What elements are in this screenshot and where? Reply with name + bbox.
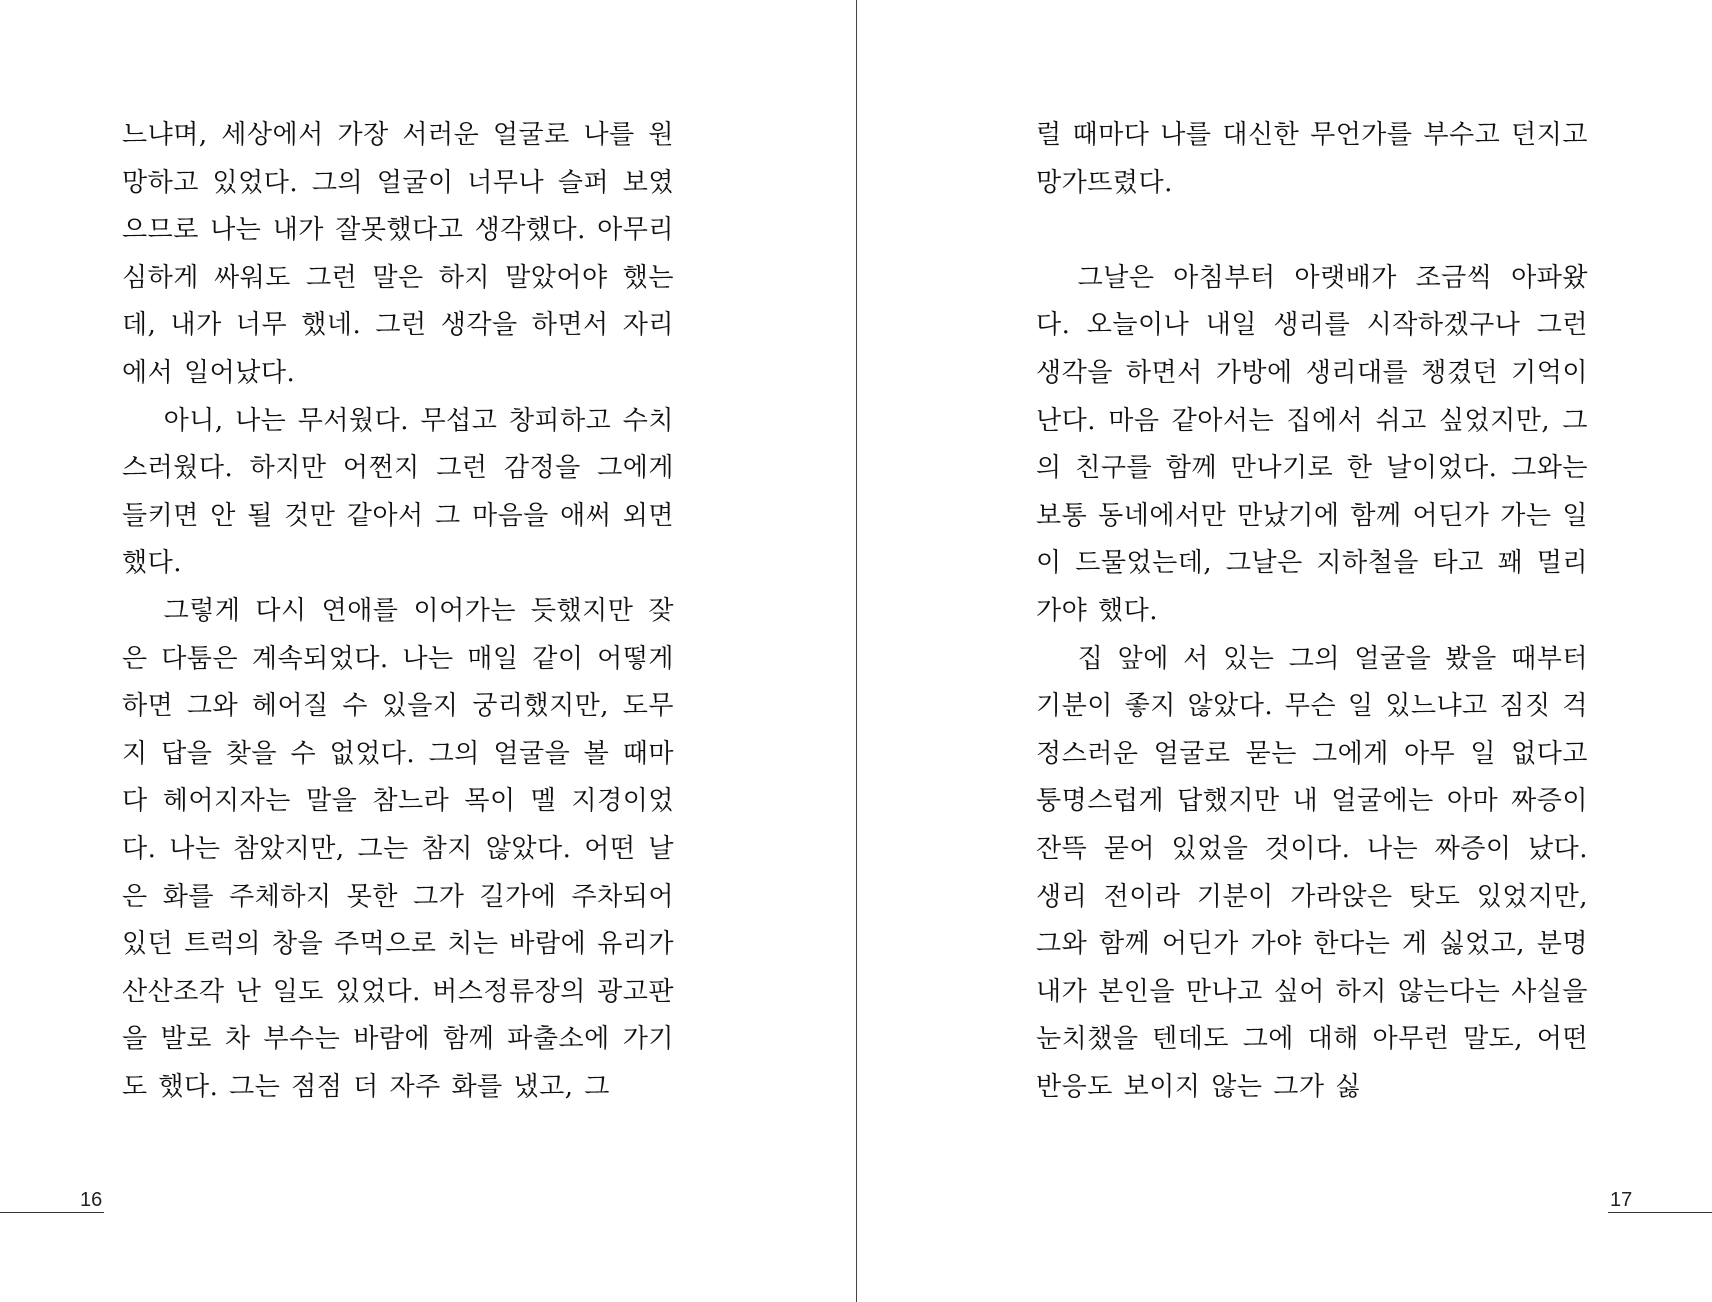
right-paragraph-2: 그날은 아침부터 아랫배가 조금씩 아파왔다. 오늘이나 내일 생리를 시작하겠구나 그런 생각을 하면서 가방에 생리대를 챙겼던 기억이 난다. 마음 같아서는 집에서 쉬고 싶었지만, 그의 친구를 함께 만나기로 한 날이었다. 그와는 보통 동네에서만 만났기에 함께 어딘가 가는 일이 드물었는데, 그날은 지하철을 타고 꽤 멀리 가야 했다. — [1036, 262, 1588, 626]
right-folio-rule — [1608, 1212, 1712, 1213]
left-page-text — [122, 112, 674, 1111]
left-paragraph-1: 느냐며, 세상에서 가장 서러운 얼굴로 나를 원망하고 있었다. 그의 얼굴이 너무나 슬퍼 보였으므로 나는 내가 잘못했다고 생각했다. 아무리 심하게 싸워도 그런 말은 하지 말았어야 했는데, 내가 너무 했네. 그런 생각을 하면서 자리에서 일어났다. — [122, 120, 674, 388]
right-page-number: 17 — [1610, 1189, 1633, 1211]
right-page-text — [1036, 112, 1588, 1111]
left-paragraph-3: 그렇게 다시 연애를 이어가는 듯했지만 잦은 다툼은 계속되었다. 나는 매일 같이 어떻게 하면 그와 헤어질 수 있을지 궁리했지만, 도무지 답을 찾을 수 없었다. 그의 얼굴을 볼 때마다 헤어지자는 말을 참느라 목이 멜 지경이었다. 나는 참았지만, 그는 참지 않았다. 어떤 날은 화를 주체하지 못한 그가 길가에 주차되어 있던 트럭의 창을 주먹으로 치는 바람에 유리가 산산조각 난 일도 있었다. 버스정류장의 광고판을 발로 차 부수는 바람에 함께 파출소에 가기도 했다. 그는 점점 더 자주 화를 냈고, 그 — [122, 595, 674, 1102]
left-paragraph-2: 아니, 나는 무서웠다. 무섭고 창피하고 수치스러웠다. 하지만 어쩐지 그런 감정을 그에게 들키면 안 될 것만 같아서 그 마음을 애써 외면했다. — [122, 405, 674, 579]
left-folio-rule — [0, 1212, 104, 1213]
right-paragraph-1: 럴 때마다 나를 대신한 무언가를 부수고 던지고 망가뜨렸다. — [1036, 120, 1588, 198]
left-page-number: 16 — [80, 1189, 103, 1211]
right-paragraph-3: 집 앞에 서 있는 그의 얼굴을 봤을 때부터 기분이 좋지 않았다. 무슨 일 있느냐고 짐짓 걱정스러운 얼굴로 묻는 그에게 아무 일 없다고 퉁명스럽게 답했지만 내 얼굴에는 아마 짜증이 잔뜩 묻어 있었을 것이다. 나는 짜증이 났다. 생리 전이라 기분이 가라앉은 탓도 있었지만, 그와 함께 어딘가 가야 한다는 게 싫었고, 분명 내가 본인을 만나고 싶어 하지 않는다는 사실을 눈치챘을 텐데도 그에 대해 아무런 말도, 어떤 반응도 보이지 않는 그가 싫 — [1036, 643, 1588, 1102]
page-gutter — [856, 0, 857, 1302]
